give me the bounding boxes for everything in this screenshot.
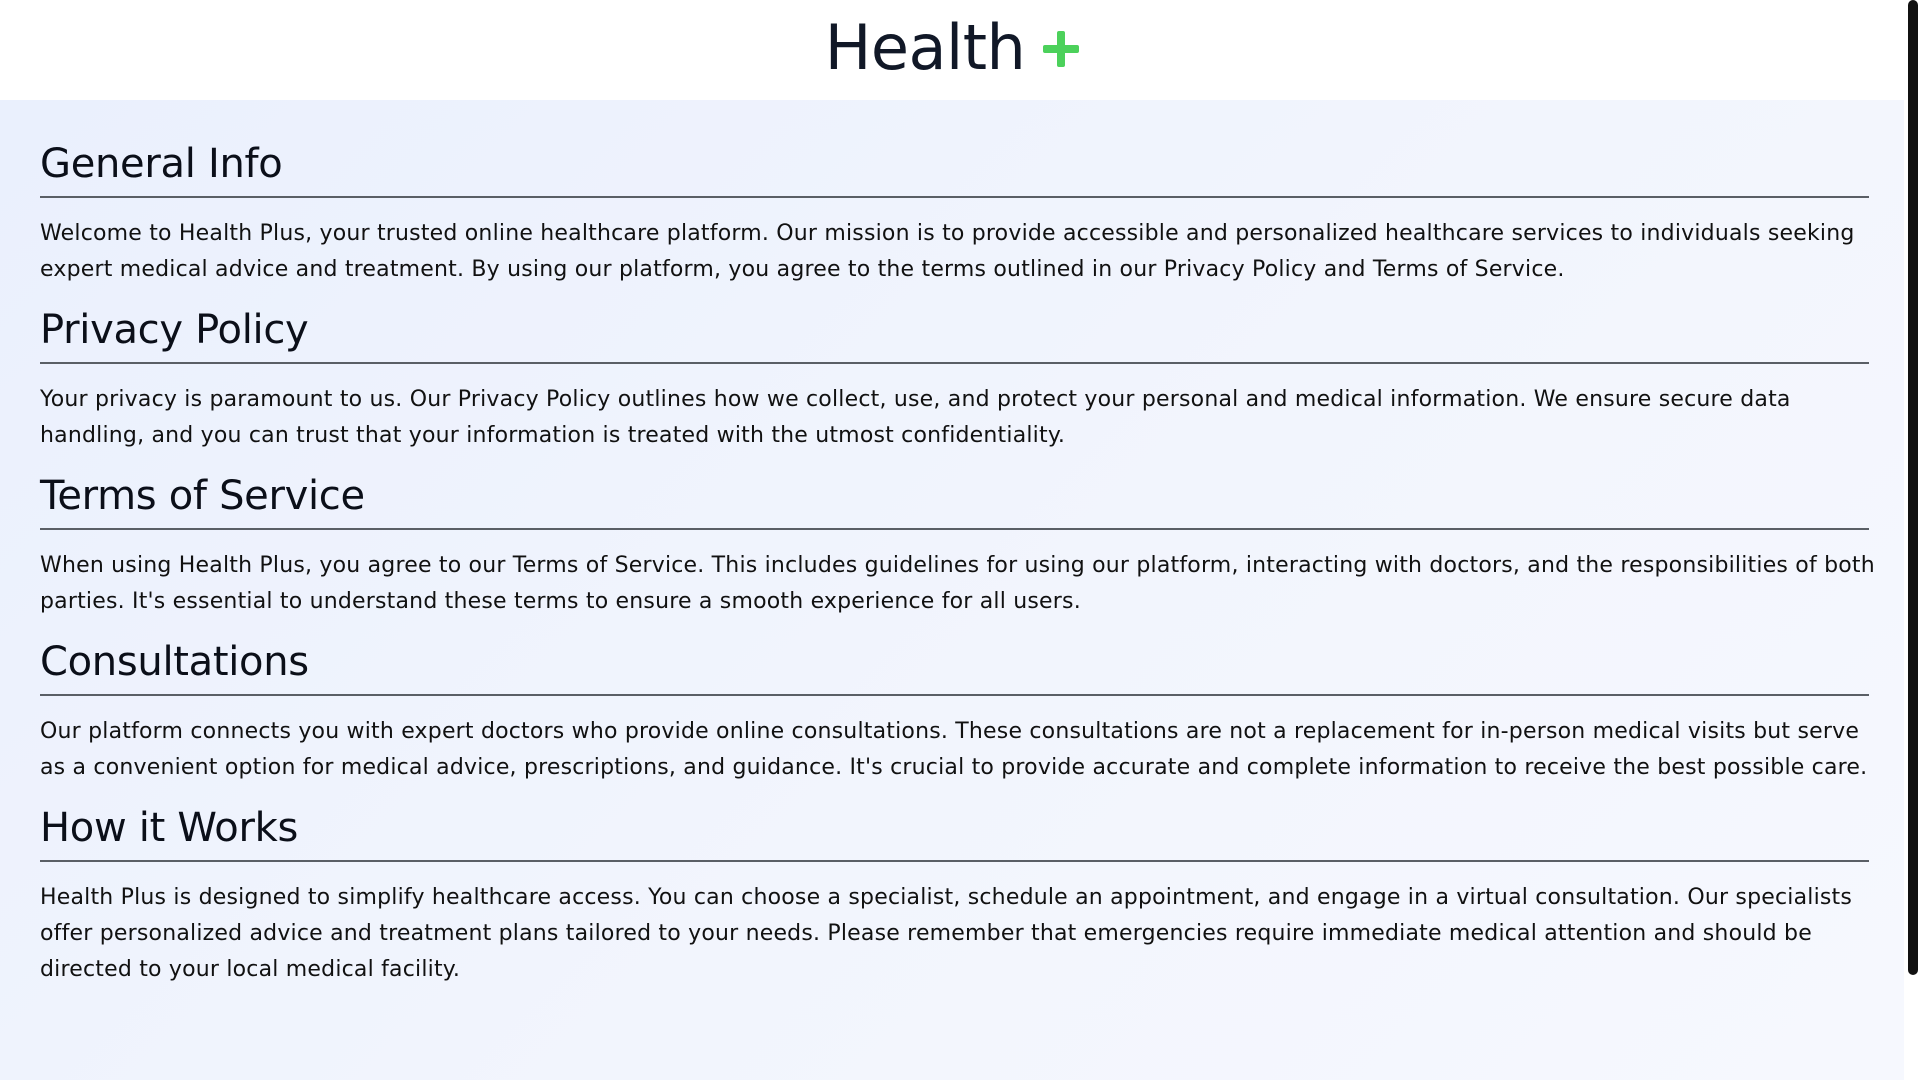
scrollbar-thumb[interactable]: [1908, 0, 1918, 975]
section-terms-of-service: [40, 468, 1875, 620]
brand-logo[interactable]: [825, 11, 1080, 84]
section-text: Your privacy is paramount to us. Our Privacy Policy outlines how we collect, use, and protect your personal and medical information. We ensure secure data handling, and you can trust that your information is treated with the utmost confidentiality.: [40, 387, 1791, 448]
section-divider: [40, 528, 1869, 530]
section-title: Privacy Policy: [40, 307, 309, 353]
site-header: [0, 0, 1904, 100]
brand-name: Health: [824, 10, 1026, 84]
section-text: When using Health Plus, you agree to our Terms of Service. This includes guidelines for using our platform, interacting with doctors, and the responsibilities of both parties. It's essential to understand these terms to ensure a smooth experience for all users.: [40, 553, 1875, 614]
section-consultations: [40, 634, 1868, 786]
section-title: Terms of Service: [40, 473, 365, 519]
section-divider: [40, 860, 1869, 862]
section-divider: [40, 694, 1869, 696]
section-title: How it Works: [40, 805, 299, 851]
section-how-it-works: [40, 800, 1864, 988]
section-divider: [40, 196, 1869, 198]
section-general-info: [40, 136, 1864, 288]
section-text: Health Plus is designed to simplify healthcare access. You can choose a specialist, schedule an appointment, and engage in a virtual consultation. Our specialists offer personalized advice and treatment plans tailored to your needs. Please remember that emergencies require immediate medical attention and should be directed to your local medical facility.: [40, 885, 1853, 982]
section-text: Our platform connects you with expert doctors who provide online consultations. These consultations are not a replacement for in-person medical visits but serve as a convenient option for medical advice, prescriptions, and guidance. It's crucial to provide accurate and complete information to receive the best possible care.: [40, 719, 1868, 780]
vertical-scrollbar[interactable]: [1904, 0, 1920, 1080]
section-privacy-policy: [40, 302, 1864, 454]
section-title: Consultations: [40, 639, 309, 685]
plus-icon: [1043, 31, 1079, 67]
main-content: [0, 100, 1904, 1080]
section-divider: [40, 362, 1869, 364]
section-title: General Info: [40, 141, 283, 187]
section-text: Welcome to Health Plus, your trusted online healthcare platform. Our mission is to provide accessible and personalized healthcare services to individuals seeking expert medical advice and treatment. By using our platform, you agree to the terms outlined in our Privacy Policy and Terms of Service.: [40, 221, 1855, 282]
